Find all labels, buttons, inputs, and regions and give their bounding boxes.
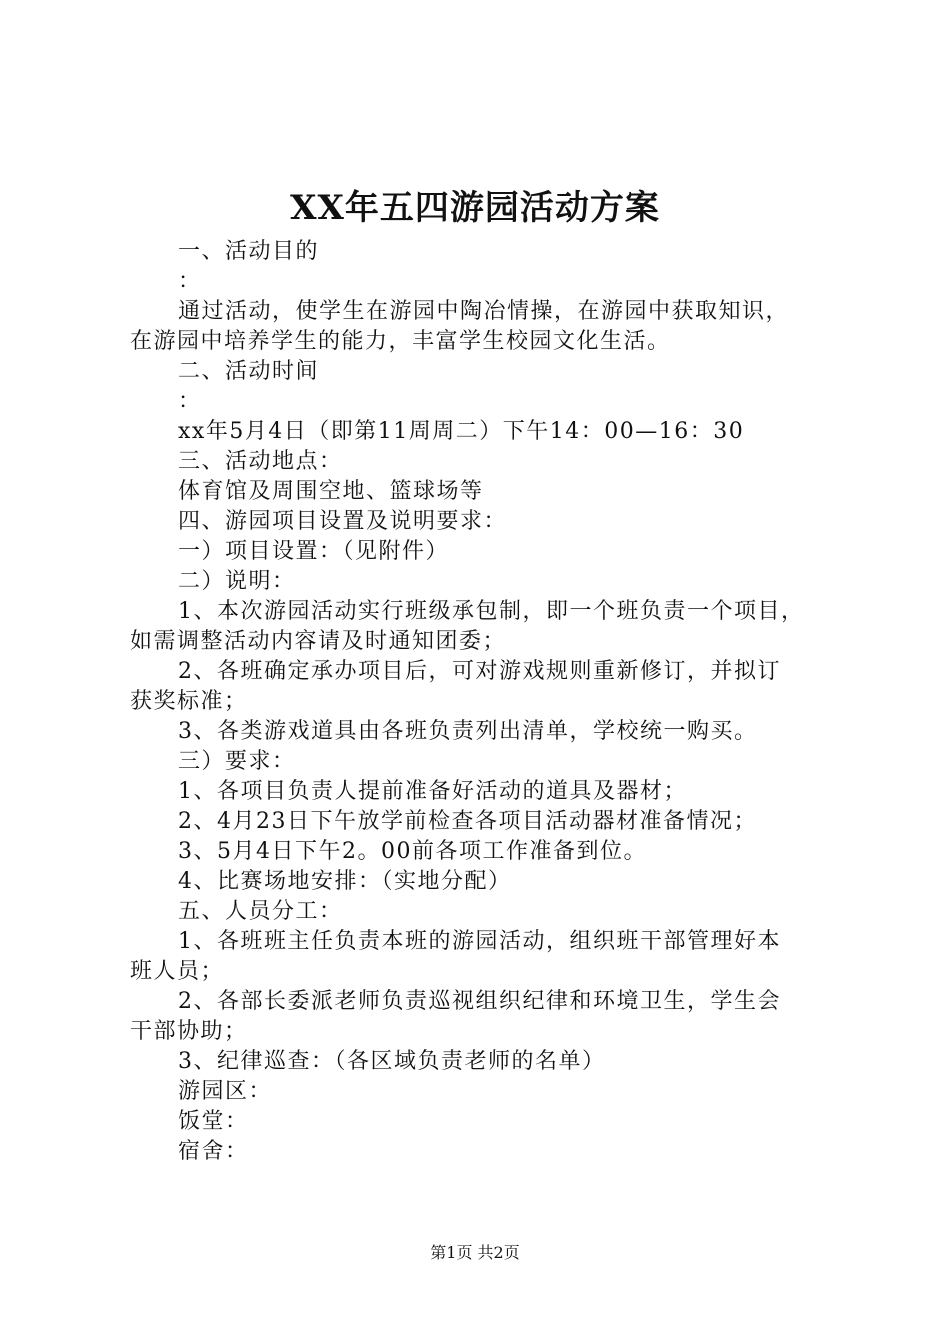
body-line: 体育馆及周围空地、篮球场等 — [178, 479, 484, 504]
page-footer: 第1页 共2页 — [430, 1243, 520, 1262]
body-line: 三、活动地点： — [178, 449, 343, 474]
body-line: xx年5月4日（即第11周周二）下午14：00—16：30 — [178, 419, 745, 444]
body-line: 班人员； — [130, 959, 225, 984]
body-line: 1、各项目负责人提前准备好活动的道具及器材； — [178, 779, 687, 804]
body-line: 3、各类游戏道具由各班负责列出清单，学校统一购买。 — [178, 719, 758, 744]
body-line: 3、纪律巡查：（各区域负责老师的名单） — [178, 1049, 606, 1074]
document-body — [130, 237, 850, 1167]
body-line: ： — [178, 269, 202, 294]
body-line: 在游园中培养学生的能力，丰富学生校园文化生活。 — [130, 329, 671, 354]
body-line: 获奖标准； — [130, 689, 248, 714]
body-line: 二）说明： — [178, 569, 296, 594]
body-line: 如需调整活动内容请及时通知团委； — [130, 629, 507, 654]
body-line: 宿舍： — [178, 1139, 249, 1164]
document-title: XX年五四游园活动方案 — [290, 188, 660, 228]
body-line: 2、4月23日下午放学前检查各项目活动器材准备情况； — [178, 809, 757, 834]
body-line: ： — [178, 389, 202, 414]
body-line: 1、各班班主任负责本班的游园活动，组织班干部管理好本 — [178, 929, 781, 954]
body-line: 4、比赛场地安排：（实地分配） — [178, 869, 512, 894]
body-line: 一）项目设置：（见附件） — [178, 539, 450, 564]
body-line: 三）要求： — [178, 749, 296, 774]
body-line: 干部协助； — [130, 1019, 248, 1044]
body-line: 通过活动，使学生在游园中陶冶情操，在游园中获取知识， — [178, 299, 790, 324]
body-line: 游园区： — [178, 1079, 273, 1104]
body-line: 一、活动目的 — [178, 239, 320, 264]
body-line: 饭堂： — [178, 1109, 249, 1134]
body-line: 五、人员分工： — [178, 899, 343, 924]
body-line: 1、本次游园活动实行班级承包制，即一个班负责一个项目， — [178, 599, 805, 624]
body-line: 3、5月4日下午2。00前各项工作准备到位。 — [178, 839, 647, 864]
body-line: 二、活动时间 — [178, 359, 320, 384]
body-line: 2、各班确定承办项目后，可对游戏规则重新修订，并拟订 — [178, 659, 781, 684]
body-line: 四、游园项目设置及说明要求： — [178, 509, 508, 534]
body-line: 2、各部长委派老师负责巡视组织纪律和环境卫生，学生会 — [178, 989, 781, 1014]
